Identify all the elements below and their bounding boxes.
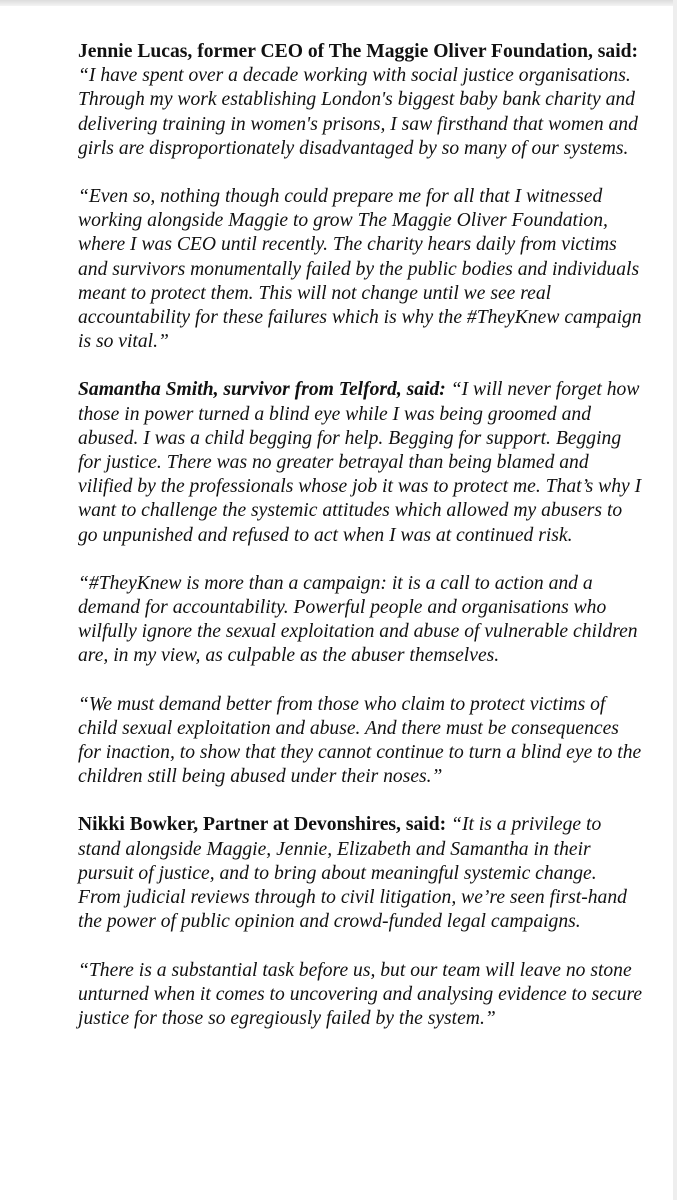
quote-text: “I will never forget how those in power turned a blind eye while I was being groomed and abused. I was a child begging for help. Begging for support. Begging for justice. There was no greater betrayal than being blamed and vilified by the professionals whose job it was to protect me. That’s why I want to challenge the systemic attitudes which allowed my abusers to go unpunished and refused to act when I was at continued risk. bbox=[78, 379, 642, 546]
top-border bbox=[0, 0, 677, 6]
quote-text: “It is a privilege to stand alongside Maggie, Jennie, Elizabeth and Samantha in their pursuit of justice, and to bring about meaningful systemic change. From judicial reviews through to civil litigation, we’re seen first-hand the power of public opinion and crowd-funded legal campaigns. bbox=[78, 814, 627, 933]
right-scroll-edge bbox=[673, 0, 677, 1200]
quote-text: “Even so, nothing though could prepare me for all that I witnessed working alongside Maggie to grow The Maggie Oliver Foundation, where I was CEO until recently. The charity hears daily from victims and survivors monumentally failed by the public bodies and individuals meant to protect them. This will not change until we see real accountability for these failures which is why the #TheyKnew campaign is so vital.” bbox=[78, 186, 642, 353]
speaker-attribution: Nikki Bowker, Partner at Devonshires, said: bbox=[78, 814, 447, 836]
quote-paragraph-jennie-1 bbox=[78, 40, 644, 161]
quote-text: “There is a substantial task before us, but our team will leave no stone unturned when it comes to uncovering and analysing evidence to secure justice for those so egregiously failed by the system.” bbox=[78, 959, 643, 1029]
quote-paragraph-nikki-2 bbox=[78, 959, 644, 1032]
quote-text: “We must demand better from those who claim to protect victims of child sexual exploitation and abuse. And there must be consequences for inaction, to show that they cannot continue to turn a blind eye to the children still being abused under their noses.” bbox=[78, 693, 642, 788]
quote-text: “#TheyKnew is more than a campaign: it is a call to action and a demand for accountability. Powerful people and organisations who wilfully ignore the sexual exploitation and abuse of vulnerable children are, in my view, as culpable as the abuser themselves. bbox=[78, 572, 638, 667]
quote-text: “I have spent over a decade working with social justice organisations. Through my work establishing London's biggest baby bank charity and delivering training in women's prisons, I saw firsthand that women and girls are disproportionately disadvantaged by so many of our systems. bbox=[78, 65, 638, 159]
quote-paragraph-samantha-3 bbox=[78, 693, 644, 790]
speaker-attribution: Jennie Lucas, former CEO of The Maggie Oliver Foundation, said: bbox=[78, 41, 639, 62]
quote-paragraph-nikki-1 bbox=[78, 813, 644, 934]
speaker-attribution: Samantha Smith, survivor from Telford, said: bbox=[78, 379, 446, 401]
quote-paragraph-jennie-2 bbox=[78, 185, 644, 354]
quote-paragraph-samantha-1 bbox=[78, 378, 644, 547]
quote-paragraph-samantha-2 bbox=[78, 572, 644, 669]
article-body bbox=[78, 40, 644, 1031]
